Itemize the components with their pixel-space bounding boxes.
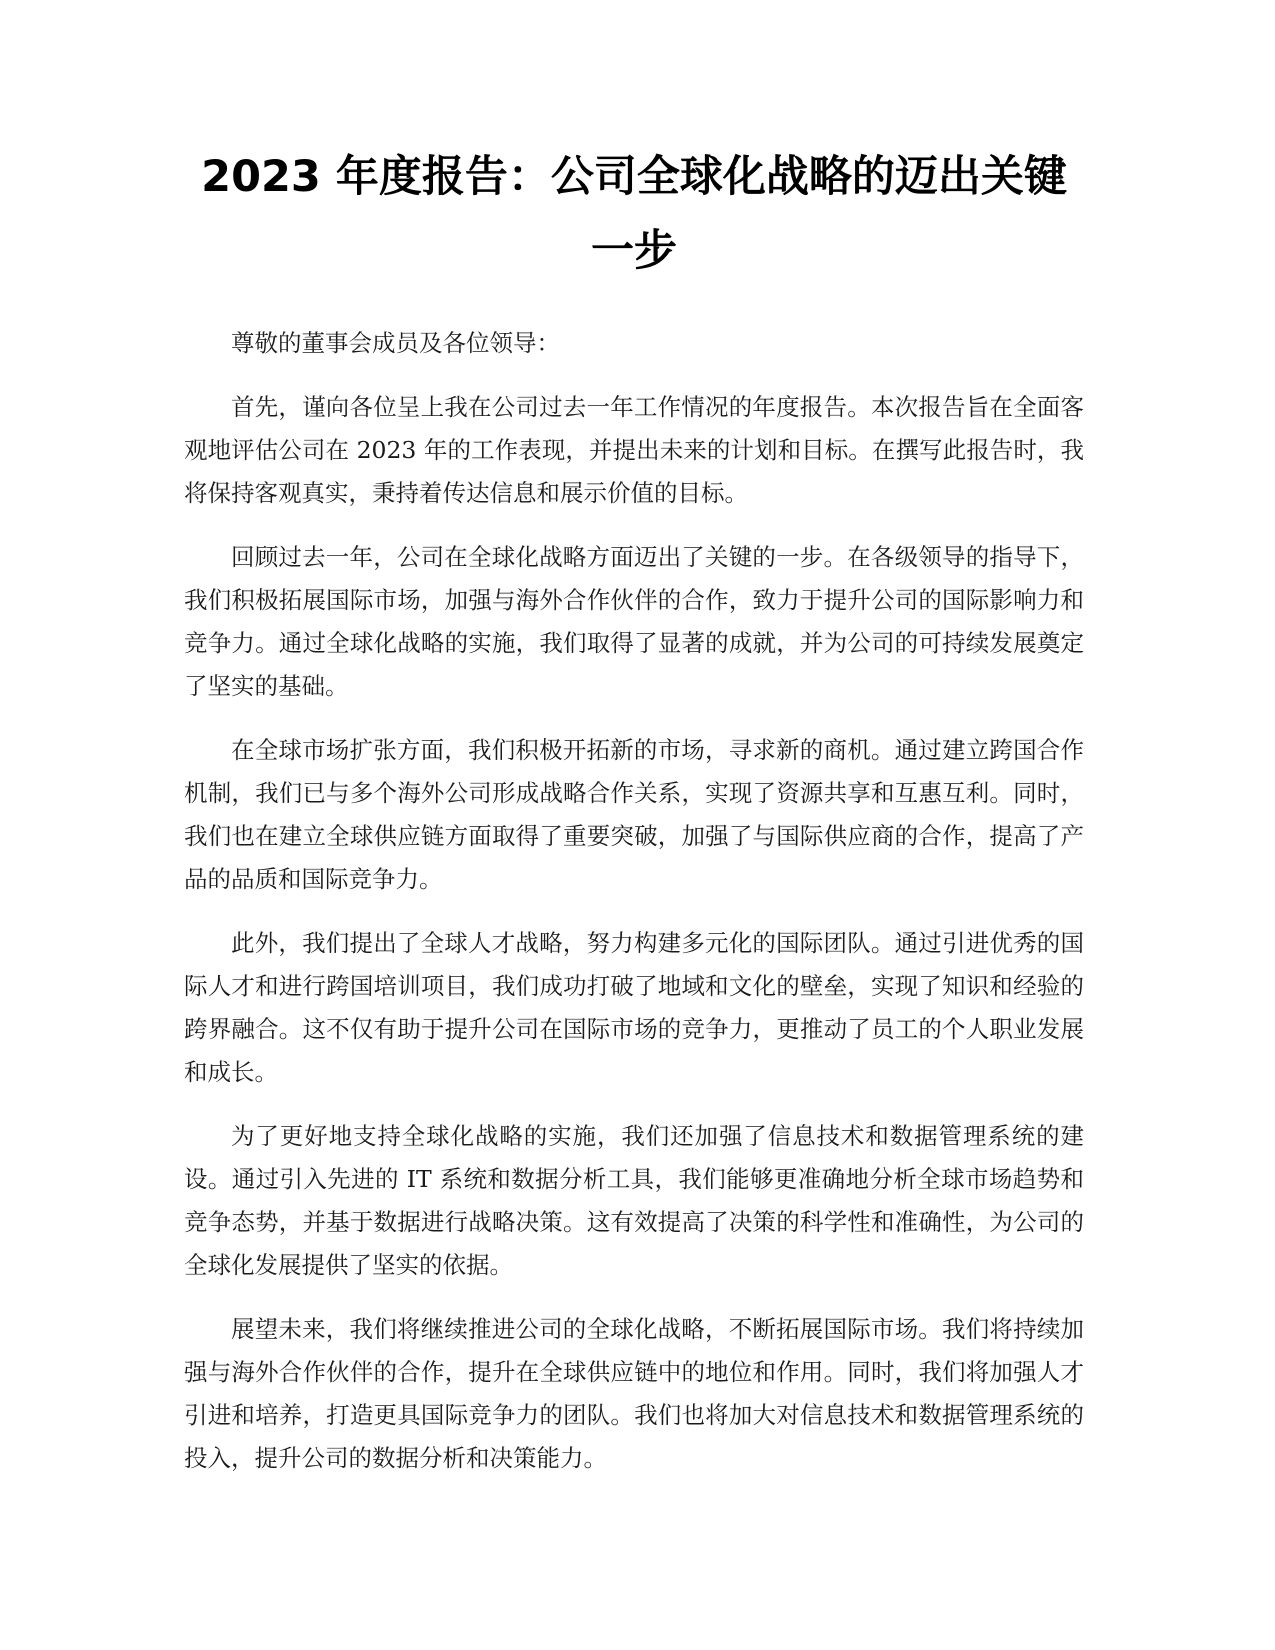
body-paragraph-it-systems: 为了更好地支持全球化战略的实施，我们还加强了信息技术和数据管理系统的建设。通过引入先进的 IT 系统和数据分析工具，我们能够更准确地分析全球市场趋势和竞争态势，并基于数据进行战略决策。这有效提高了决策的科学性和准确性，为公司的全球化发展提供了坚实的依据。 <box>184 1122 1084 1279</box>
body-paragraph-talent-strategy: 此外，我们提出了全球人才战略，努力构建多元化的国际团队。通过引进优秀的国际人才和进行跨国培训项目，我们成功打破了地域和文化的壁垒，实现了知识和经验的跨界融合。这不仅有助于提升公司在国际市场的竞争力，更推动了员工的个人职业发展和成长。 <box>184 929 1084 1086</box>
body-paragraph-review: 回顾过去一年，公司在全球化战略方面迈出了关键的一步。在各级领导的指导下，我们积极拓展国际市场，加强与海外合作伙伴的合作，致力于提升公司的国际影响力和竞争力。通过全球化战略的实施，我们取得了显著的成就，并为公司的可持续发展奠定了坚实的基础。 <box>184 543 1084 700</box>
title-line-1: 2023 年度报告：公司全球化战略的迈出关键 <box>201 152 1067 202</box>
document-body <box>184 322 1084 1480</box>
body-paragraph-intro: 首先，谨向各位呈上我在公司过去一年工作情况的年度报告。本次报告旨在全面客观地评估公司在 2023 年的工作表现，并提出未来的计划和目标。在撰写此报告时，我将保持客观真实，秉持着传达信息和展示价值的目标。 <box>184 393 1084 507</box>
salutation-paragraph: 尊敬的董事会成员及各位领导： <box>231 329 560 357</box>
document-page <box>184 140 1084 1480</box>
body-paragraph-market-expansion: 在全球市场扩张方面，我们积极开拓新的市场，寻求新的商机。通过建立跨国合作机制，我们已与多个海外公司形成战略合作关系，实现了资源共享和互惠互利。同时，我们也在建立全球供应链方面取得了重要突破，加强了与国际供应商的合作，提高了产品的品质和国际竞争力。 <box>184 736 1084 893</box>
title-line-2: 一步 <box>591 226 677 276</box>
document-title <box>184 140 1084 288</box>
body-paragraph-outlook: 展望未来，我们将继续推进公司的全球化战略，不断拓展国际市场。我们将持续加强与海外合作伙伴的合作，提升在全球供应链中的地位和作用。同时，我们将加强人才引进和培养，打造更具国际竞争力的团队。我们也将加大对信息技术和数据管理系统的投入，提升公司的数据分析和决策能力。 <box>184 1315 1084 1472</box>
